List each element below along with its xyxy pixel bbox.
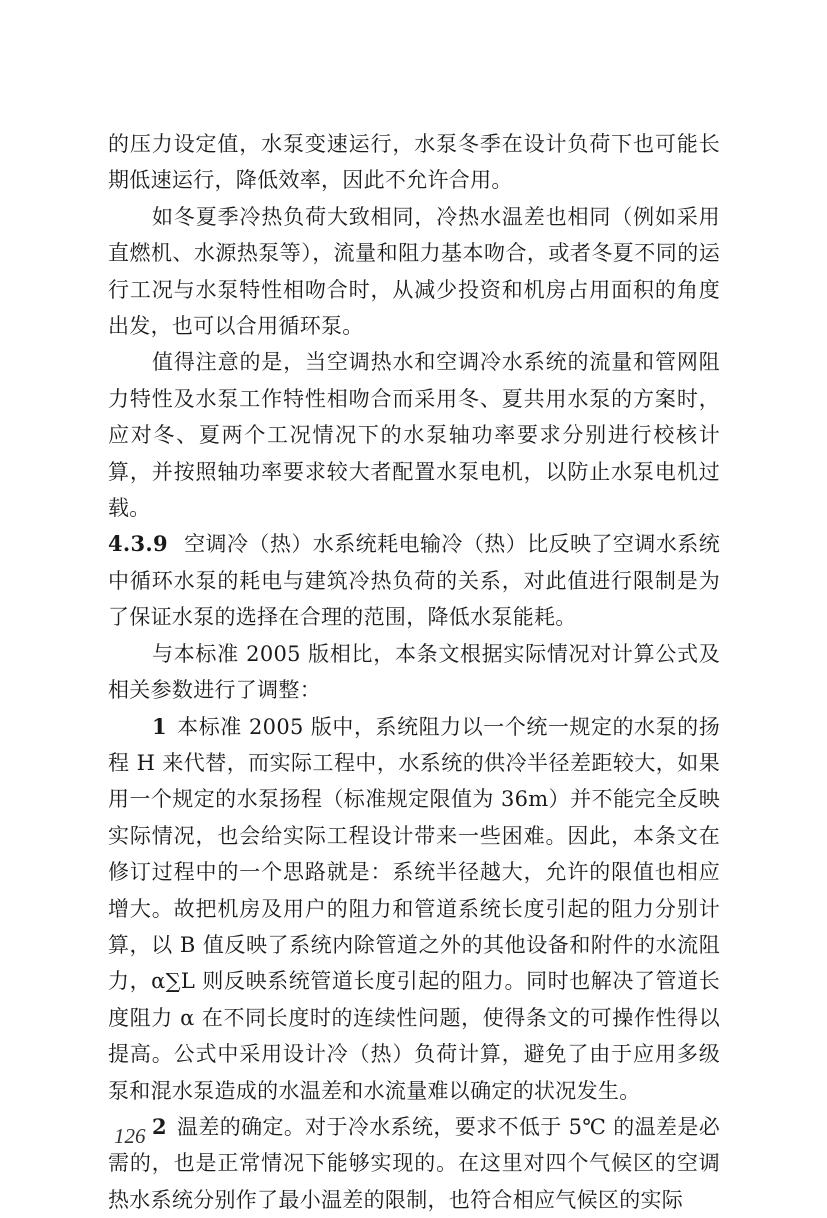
list-item-1 — [108, 709, 720, 1109]
paragraph-continuation: 的压力设定值，水泵变速运行，水泵冬季在设计负荷下也可能长期低速运行，降低效率，因此不允许合用。 — [108, 132, 720, 193]
clause-text: 空调冷（热）水系统耗电输冷（热）比反映了空调水系统中循环水泵的耗电与建筑冷热负荷的关系，对此值进行限制是为了保证水泵的选择在合理的范围，降低水泵能耗。 — [108, 532, 720, 630]
clause-4-3-9 — [108, 526, 720, 635]
list-item-2 — [108, 1109, 720, 1218]
paragraph-motor-check: 值得注意的是，当空调热水和空调冷水系统的流量和管网阻力特性及水泵工作特性相吻合而采用冬、夏共用水泵的方案时，应对冬、夏两个工况情况下的水泵轴功率要求分别进行校核计算，并按照轴功率要求较大者配置水泵电机，以防止水泵电机过载。 — [108, 350, 720, 521]
list-item-text: 温差的确定。对于冷水系统，要求不低于 5℃ 的温差是必需的，也是正常情况下能够实现的。在这里对四个气候区的空调热水系统分别作了最小温差的限制，也符合相应气候区的实际 — [108, 1114, 720, 1212]
page-number: 126 — [114, 1124, 146, 1148]
list-item-number: 1 — [152, 713, 167, 739]
list-item-number: 2 — [152, 1113, 167, 1139]
paragraph-shared-pump: 如冬夏季冷热负荷大致相同，冷热水温差也相同（例如采用直燃机、水源热泵等），流量和阻力基本吻合，或者冬夏不同的运行工况与水泵特性相吻合时，从减少投资和机房占用面积的角度出发，也可以合用循环泵。 — [108, 204, 720, 339]
paragraph-revision-note: 与本标准 2005 版相比，本条文根据实际情况对计算公式及相关参数进行了调整： — [108, 641, 720, 703]
list-item-text: 本标准 2005 版中，系统阻力以一个统一规定的水泵的扬程 H 来代替，而实际工程中，水系统的供冷半径差距较大，如果用一个规定的水泵扬程（标准规定限值为 36m）并不能完全反映实际情况，也会给实际工程设计带来一些困难。因此，本条文在修订过程中的一个思路就是：系统半径越大，允许的限值也相应增大。故把机房及用户的阻力和管道系统长度引起的阻力分别计算，以 B 值反映了系统内除管道之外的其他设备和附件的水流阻力，α∑L 则反映系统管道长度引起的阻力。同时也解决了管道长度阻力 α 在不同长度时的连续性问题，使得条文的可操作性得以提高。公式中采用设计冷（热）负荷计算，避免了由于应用多级泵和混水泵造成的水温差和水流量难以确定的状况发生。 — [108, 714, 720, 1103]
clause-number: 4.3.9 — [108, 531, 168, 557]
body-text — [108, 126, 720, 1218]
